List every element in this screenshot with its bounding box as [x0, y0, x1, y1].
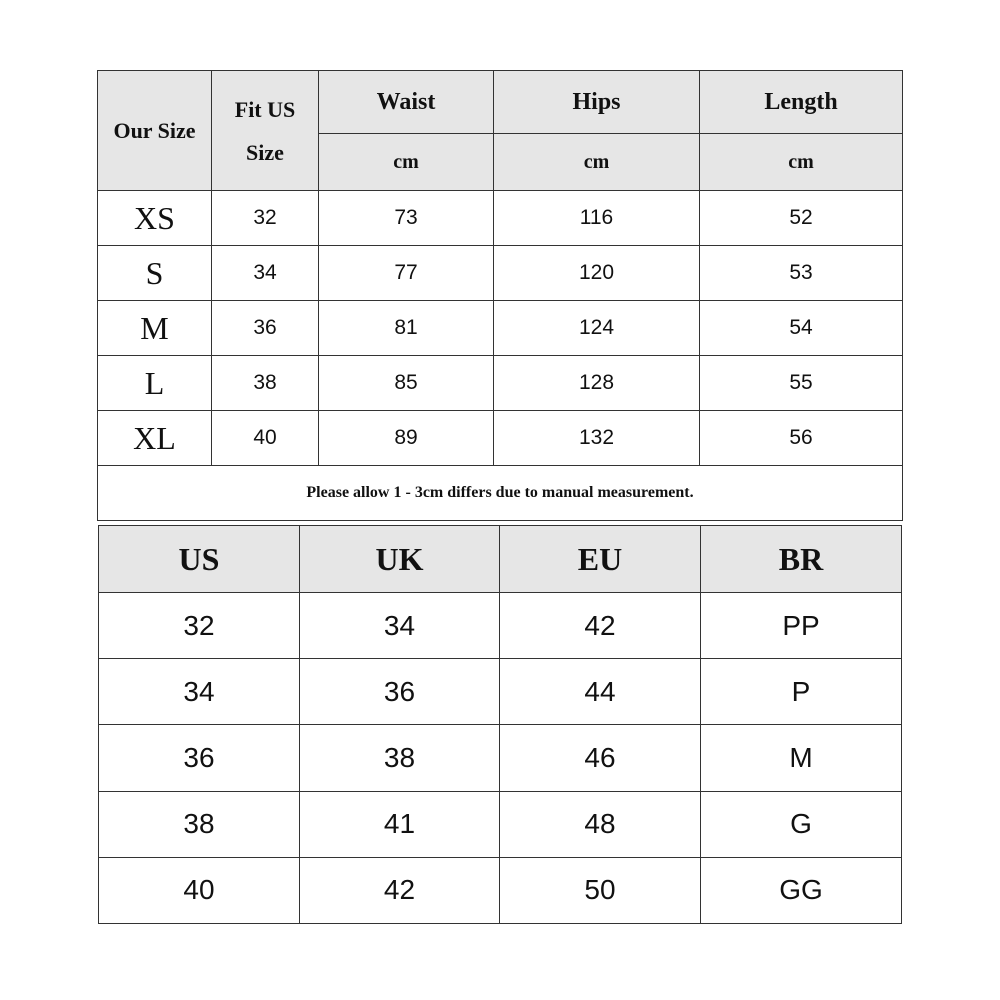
- unit-hips: cm: [494, 134, 700, 191]
- waist-value: 89: [319, 411, 494, 466]
- fit-us-value: 40: [212, 411, 319, 466]
- fit-us-value: 38: [212, 356, 319, 411]
- size-chart-table: [97, 70, 903, 521]
- header-uk: UK: [300, 526, 500, 593]
- eu-value: 50: [500, 857, 701, 923]
- measurement-note: Please allow 1 - 3cm differs due to manual measurement.: [98, 466, 903, 521]
- table-row: [99, 791, 902, 857]
- waist-value: 81: [319, 301, 494, 356]
- fit-us-value: 36: [212, 301, 319, 356]
- hips-value: 132: [494, 411, 700, 466]
- header-length: Length: [700, 71, 903, 134]
- length-value: 54: [700, 301, 903, 356]
- eu-value: 46: [500, 725, 701, 791]
- us-value: 34: [99, 659, 300, 725]
- header-fit-us-line1: Fit US: [234, 96, 296, 122]
- size-label: XL: [98, 411, 212, 466]
- uk-value: 36: [300, 659, 500, 725]
- eu-value: 42: [500, 593, 701, 659]
- length-value: 53: [700, 246, 903, 301]
- br-value: M: [701, 725, 902, 791]
- us-value: 36: [99, 725, 300, 791]
- br-value: PP: [701, 593, 902, 659]
- waist-value: 85: [319, 356, 494, 411]
- header-our-size: Our Size: [98, 71, 212, 191]
- unit-length: cm: [700, 134, 903, 191]
- us-value: 40: [99, 857, 300, 923]
- header-hips: Hips: [494, 71, 700, 134]
- eu-value: 48: [500, 791, 701, 857]
- fit-us-value: 34: [212, 246, 319, 301]
- header-br: BR: [701, 526, 902, 593]
- table-row: [98, 411, 903, 466]
- table-row: [99, 725, 902, 791]
- table-row: [99, 857, 902, 923]
- table-row: [99, 593, 902, 659]
- table-row: [99, 659, 902, 725]
- header-fit-us-line2: Size: [246, 139, 284, 165]
- hips-value: 120: [494, 246, 700, 301]
- length-value: 55: [700, 356, 903, 411]
- header-us: US: [99, 526, 300, 593]
- br-value: GG: [701, 857, 902, 923]
- length-value: 56: [700, 411, 903, 466]
- br-value: P: [701, 659, 902, 725]
- header-waist: Waist: [319, 71, 494, 134]
- hips-value: 128: [494, 356, 700, 411]
- uk-value: 42: [300, 857, 500, 923]
- uk-value: 38: [300, 725, 500, 791]
- unit-waist: cm: [319, 134, 494, 191]
- us-value: 38: [99, 791, 300, 857]
- header-fit-us-size: [212, 71, 319, 191]
- uk-value: 41: [300, 791, 500, 857]
- size-label: M: [98, 301, 212, 356]
- us-value: 32: [99, 593, 300, 659]
- hips-value: 124: [494, 301, 700, 356]
- size-conversion-table: [98, 525, 902, 924]
- size-label: S: [98, 246, 212, 301]
- size-label: L: [98, 356, 212, 411]
- eu-value: 44: [500, 659, 701, 725]
- table-row: [98, 191, 903, 246]
- waist-value: 73: [319, 191, 494, 246]
- waist-value: 77: [319, 246, 494, 301]
- table-row: [98, 246, 903, 301]
- length-value: 52: [700, 191, 903, 246]
- table-row: [98, 356, 903, 411]
- fit-us-value: 32: [212, 191, 319, 246]
- br-value: G: [701, 791, 902, 857]
- table-row: [98, 301, 903, 356]
- uk-value: 34: [300, 593, 500, 659]
- hips-value: 116: [494, 191, 700, 246]
- header-eu: EU: [500, 526, 701, 593]
- size-label: XS: [98, 191, 212, 246]
